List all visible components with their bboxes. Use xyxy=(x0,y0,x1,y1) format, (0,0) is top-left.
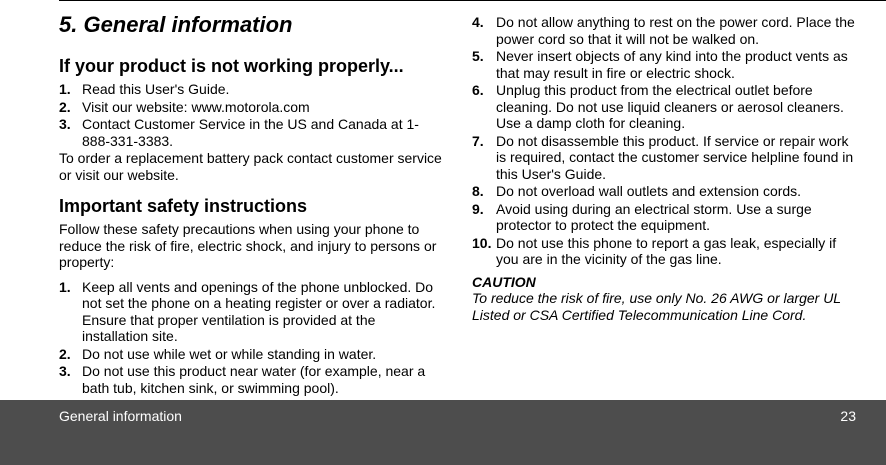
list-item-number: 1. xyxy=(59,81,71,97)
caution-heading: CAUTION xyxy=(472,273,536,290)
safety-intro: Follow these safety precautions when using your phone to reduce the risk of fire, electric shock, and injury to persons or property: xyxy=(59,221,437,270)
list-item-text: Avoid using during an electrical storm. Use a surge protector to protect the equipment. xyxy=(496,200,812,233)
chapter-title: 5. General information xyxy=(59,12,293,37)
list-item xyxy=(472,201,862,234)
list-item xyxy=(472,235,862,268)
list-item-number: 2. xyxy=(59,98,71,115)
list-item-text: Do not use while wet or while standing in water. xyxy=(82,345,377,362)
list-item xyxy=(59,346,444,363)
list-item-text: Do not use this product near water (for example, near a bath tub, kitchen sink, or swimming pool). xyxy=(82,363,426,396)
list-item-text: Do not overload wall outlets and extension cords. xyxy=(496,183,802,199)
list-item-number: 4. xyxy=(472,14,484,30)
list-item xyxy=(472,133,862,183)
left-column xyxy=(59,11,444,397)
list-item-number: 3. xyxy=(59,116,71,132)
list-item xyxy=(472,82,862,132)
list-item-text: Visit our website: www.motorola.com xyxy=(82,98,310,115)
page-footer xyxy=(0,400,886,465)
troubleshooting-heading: If your product is not working properly... xyxy=(59,56,404,76)
list-item-number: 8. xyxy=(472,183,484,199)
list-item-text: Never insert objects of any kind into the product vents as that may result in fire or electric shock. xyxy=(496,48,848,81)
list-item xyxy=(472,14,862,47)
safety-list-left xyxy=(59,279,444,397)
list-item xyxy=(59,279,444,345)
footer-page-number: 23 xyxy=(840,408,856,424)
right-column xyxy=(472,14,862,323)
list-item-number: 7. xyxy=(472,132,484,149)
list-item-text: Unplug this product from the electrical outlet before cleaning. Do not use liquid cleaners or aerosol cleaners. Use a damp cloth for cleaning. xyxy=(496,82,844,131)
list-item-number: 10. xyxy=(472,234,492,251)
list-item-text: Read this User's Guide. xyxy=(82,81,230,97)
list-item-number: 2. xyxy=(59,345,71,362)
top-rule xyxy=(59,0,886,1)
list-item xyxy=(59,99,444,116)
safety-list-right xyxy=(472,14,862,268)
list-item-number: 5. xyxy=(472,48,484,64)
caution-text: To reduce the risk of fire, use only No. 26 AWG or larger UL Listed or CSA Certified Telecommunication Line Cord. xyxy=(472,290,841,323)
list-item-number: 1. xyxy=(59,278,71,295)
list-item-text: Keep all vents and openings of the phone unblocked. Do not set the phone on a heating register or over a radiator. Ensure that proper ventilation is provided at the installation site. xyxy=(82,278,436,344)
list-item-text: Do not disassemble this product. If service or repair work is required, contact the customer service helpline found in this User's Guide. xyxy=(496,132,854,182)
list-item xyxy=(59,116,444,149)
safety-heading: Important safety instructions xyxy=(59,196,308,216)
list-item-text: Do not use this phone to report a gas leak, especially if you are in the vicinity of the gas line. xyxy=(496,234,837,267)
list-item xyxy=(472,183,862,200)
list-item-text: Do not allow anything to rest on the power cord. Place the power cord so that it will not be walked on. xyxy=(496,14,855,47)
list-item-number: 3. xyxy=(59,363,71,379)
list-item-text: Contact Customer Service in the US and Canada at 1-888-331-3383. xyxy=(82,116,419,149)
troubleshooting-list xyxy=(59,81,444,149)
list-item-number: 9. xyxy=(472,200,484,217)
footer-section-title: General information xyxy=(59,408,182,424)
list-item-number: 6. xyxy=(472,82,484,98)
list-item xyxy=(59,81,444,98)
list-item xyxy=(472,48,862,81)
list-item xyxy=(59,363,444,396)
battery-note: To order a replacement battery pack contact customer service or visit our website. xyxy=(59,150,442,183)
